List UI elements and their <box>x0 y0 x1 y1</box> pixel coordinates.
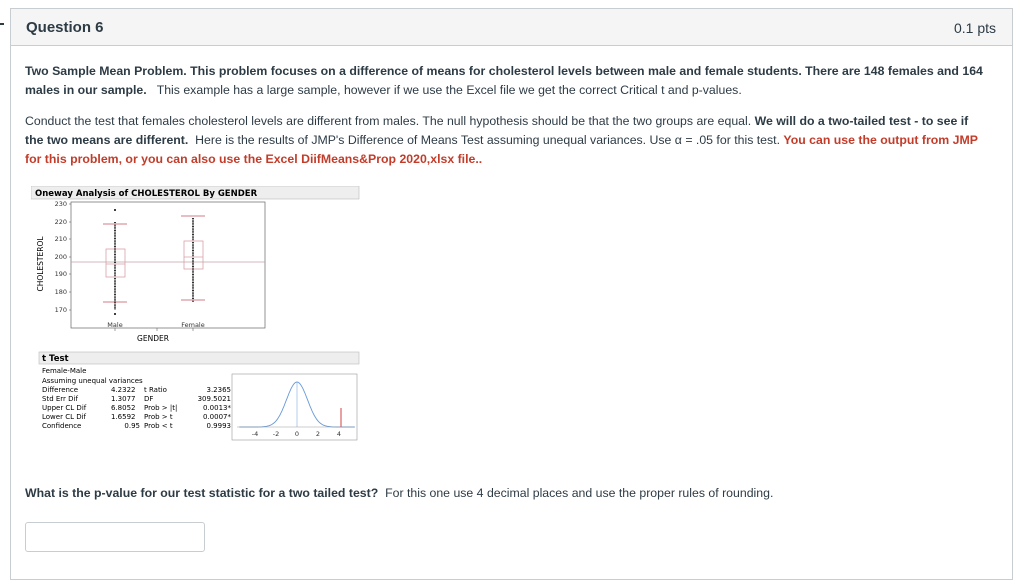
resource-note: You can use the output from JMP for this problem, or you can also use the Excel DiifMeans&Prop 2020,xlsx file.. <box>25 133 978 166</box>
row-value-std-err: 1.3077 <box>111 395 136 403</box>
ttest-results-table <box>42 386 231 430</box>
ttest-contrast: Female-Male <box>42 367 87 375</box>
x-axis-label: GENDER <box>137 334 169 343</box>
row-label-df: DF <box>144 395 154 403</box>
row-label-lower-cl: Lower CL Dif <box>42 413 87 421</box>
y-tick-220: 220 <box>54 218 67 226</box>
row-label-confidence: Confidence <box>42 422 82 430</box>
answer-input[interactable] <box>25 522 205 552</box>
question-header <box>11 9 1012 46</box>
dist-tick-4: 4 <box>336 430 342 438</box>
y-tick-190: 190 <box>54 270 67 278</box>
question-prompt-rest: For this one use 4 decimal places and use the proper rules of rounding. <box>385 486 774 500</box>
oneway-title: Oneway Analysis of CHOLESTEROL By GENDER <box>35 189 258 199</box>
jmp-output-image <box>31 186 371 451</box>
question-prompt <box>25 486 773 500</box>
y-tick-170: 170 <box>54 306 67 314</box>
dist-tick-2: 2 <box>315 430 321 438</box>
jmp-results-note: Here is the results of JMP's Difference of Means Test assuming unequal variances. Use α = .05 for this test. <box>195 133 780 147</box>
row-label-prob-gt-t: Prob > t <box>144 413 173 421</box>
y-tick-230: 230 <box>54 200 67 208</box>
row-value-upper-cl: 6.8052 <box>111 404 136 412</box>
row-value-prob-gt-t: 0.0007* <box>203 413 231 421</box>
group-label-female: Female <box>181 321 205 329</box>
ttest-assumption: Assuming unequal variances <box>42 377 143 385</box>
problem-intro-rest: This example has a large sample, however if we use the Excel file we get the correct Critical t and p-values. <box>156 83 742 97</box>
dist-tick-0: 0 <box>294 430 300 438</box>
ttest-header <box>39 352 359 364</box>
question-title: Question 6 <box>26 19 104 36</box>
row-value-prob-lt-t: 0.9993 <box>206 422 231 430</box>
row-label-difference: Difference <box>42 386 79 394</box>
dist-tick-neg2: -2 <box>272 430 280 438</box>
row-value-df: 309.5021 <box>197 395 231 403</box>
row-label-std-err: Std Err Dif <box>42 395 78 403</box>
dist-tick-neg4: -4 <box>251 430 259 438</box>
row-value-difference: 4.2322 <box>111 386 136 394</box>
row-label-prob-abs-t: Prob > |t| <box>144 404 178 412</box>
row-label-t-ratio: t Ratio <box>144 386 167 394</box>
oneway-plot-frame <box>71 202 265 328</box>
question-paragraph-2 <box>25 112 990 169</box>
test-instructions: Conduct the test that females cholesterol levels are different from males. The null hypothesis should be that the two groups are equal. <box>25 114 752 128</box>
row-value-prob-abs-t: 0.0013* <box>203 404 231 412</box>
question-points: 0.1 pts <box>953 20 996 36</box>
y-tick-180: 180 <box>54 288 67 296</box>
question-prompt-bold: What is the p-value for our test statistic for a two tailed test? <box>25 486 379 500</box>
row-value-lower-cl: 1.6592 <box>111 413 136 421</box>
problem-intro-bold: Two Sample Mean Problem. This problem focuses on a difference of means for cholesterol levels between male and female students. There are 148 females and 164 males in our sample. <box>25 64 983 97</box>
row-value-t-ratio: 3.2365 <box>206 386 231 394</box>
ttest-title: t Test <box>42 354 69 364</box>
row-label-upper-cl: Upper CL Dif <box>42 404 87 412</box>
question-paragraph-1 <box>25 62 990 100</box>
two-tailed-note: We will do a two-tailed test - to see if the two means are different. <box>25 114 969 147</box>
group-label-male: Male <box>107 321 123 329</box>
y-axis-label: CHOLESTEROL <box>36 236 45 292</box>
row-value-confidence: 0.95 <box>124 422 140 430</box>
question-marker <box>0 23 4 25</box>
y-tick-200: 200 <box>54 253 67 261</box>
row-label-prob-lt-t: Prob < t <box>144 422 173 430</box>
y-tick-210: 210 <box>54 235 67 243</box>
